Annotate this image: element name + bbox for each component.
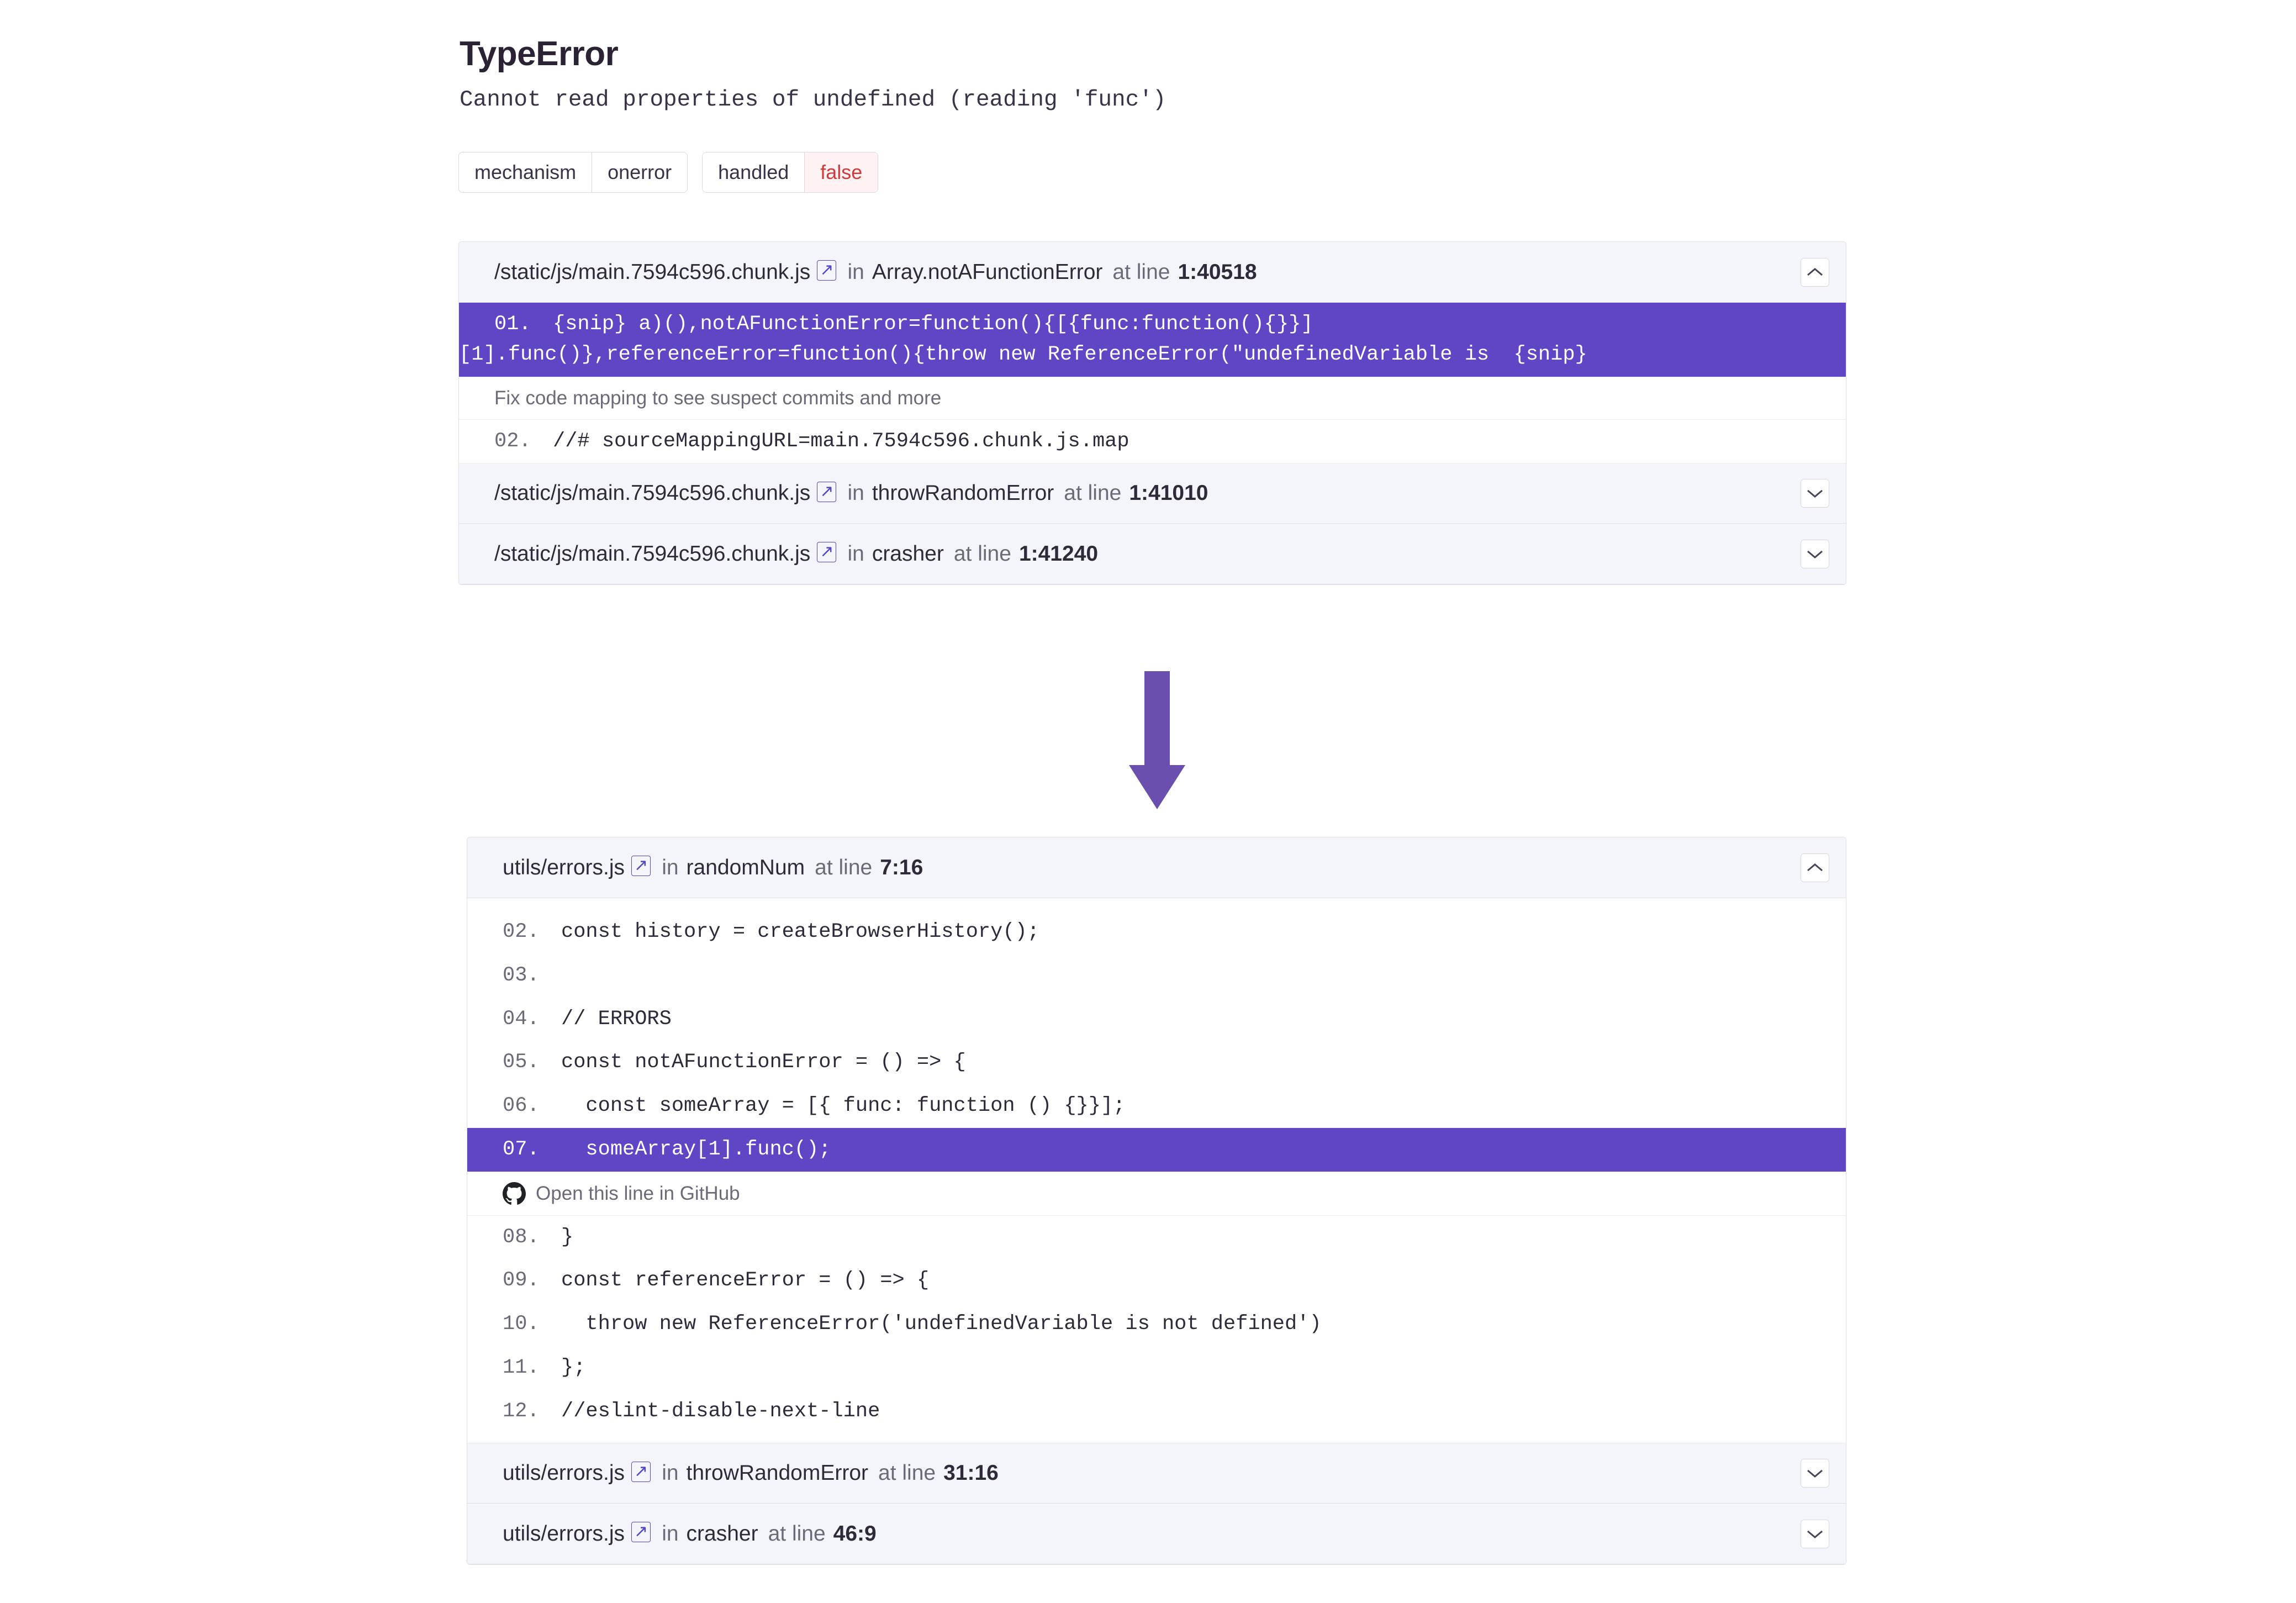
code-line-highlighted: [467, 1128, 1846, 1172]
code-line-text: };: [561, 1356, 586, 1379]
chevron-up-icon[interactable]: [1801, 258, 1829, 287]
code-line: [467, 1390, 1846, 1433]
chevron-up-icon[interactable]: [1801, 853, 1829, 882]
external-link-icon[interactable]: ↗: [631, 856, 651, 876]
frame-in-label: in: [847, 481, 864, 505]
frame-file: /static/js/main.7594c596.chunk.js: [494, 260, 811, 284]
code-line-number: 02.: [503, 920, 540, 943]
frame-atline-label: at line: [878, 1461, 936, 1485]
frame-file: utils/errors.js: [503, 1521, 625, 1546]
frame-atline-label: at line: [953, 541, 1011, 566]
github-icon: [503, 1182, 526, 1205]
frame-file: /static/js/main.7594c596.chunk.js: [494, 541, 811, 566]
down-arrow-icon: [1127, 671, 1187, 815]
code-line-number: 02.: [494, 429, 531, 453]
tag-handled-value: false: [804, 152, 878, 192]
code-line-highlighted: [459, 303, 1846, 340]
code-line-highlighted-cont: [459, 340, 1846, 377]
open-in-github-link[interactable]: [467, 1172, 1846, 1216]
code-line-text: const someArray = [{ func: function () {}}];: [561, 1094, 1126, 1117]
code-line-number: 12.: [503, 1399, 540, 1423]
code-line: [467, 954, 1846, 998]
code-line: [467, 1041, 1846, 1084]
code-line: [467, 1346, 1846, 1390]
frame-in-label: in: [847, 541, 864, 566]
code-line-text-cont: [1].func()},referenceError=function(){throw new ReferenceError("undefinedVariable is {snip}: [459, 342, 1587, 366]
chevron-down-icon[interactable]: [1801, 1520, 1829, 1548]
source-frame-header-randomnum[interactable]: [467, 837, 1846, 898]
code-line: [467, 998, 1846, 1041]
code-line-number: 04.: [503, 1007, 540, 1031]
source-frame-header-crasher[interactable]: [467, 1504, 1846, 1564]
frame-function: crasher: [872, 541, 944, 566]
chevron-down-icon[interactable]: [1801, 1459, 1829, 1488]
code-line-number: 08.: [503, 1225, 540, 1249]
code-line-text: throw new ReferenceError('undefinedVariable is not defined'): [561, 1312, 1322, 1336]
frame-line-number: 31:16: [943, 1461, 999, 1485]
page-title: TypeError: [460, 35, 619, 73]
code-line-text: {snip} a)(),notAFunctionError=function(){[{func:function(){}}]: [553, 313, 1313, 336]
stack-frame-header-crasher[interactable]: [459, 524, 1846, 584]
frame-in-label: in: [662, 1461, 679, 1485]
frame-file: /static/js/main.7594c596.chunk.js: [494, 481, 811, 505]
code-line-text: // ERRORS: [561, 1007, 672, 1031]
code-line: [467, 1084, 1846, 1128]
frame-in-label: in: [662, 1521, 679, 1546]
external-link-icon[interactable]: ↗: [817, 482, 836, 502]
tag-mechanism-value: onerror: [592, 152, 687, 192]
tag-mechanism[interactable]: [458, 152, 688, 193]
code-line-text: //# sourceMappingURL=main.7594c596.chunk.js.map: [553, 429, 1129, 453]
frame-file: utils/errors.js: [503, 1461, 625, 1485]
frame-atline-label: at line: [815, 855, 873, 879]
frame-function: Array.notAFunctionError: [872, 260, 1103, 284]
code-line-text: const referenceError = () => {: [561, 1269, 930, 1293]
frame-function: crasher: [686, 1521, 758, 1546]
code-line-number: 06.: [503, 1094, 540, 1117]
frame-in-label: in: [847, 260, 864, 284]
tag-handled[interactable]: [702, 152, 878, 193]
stack-frame-header-notafunctionerror[interactable]: [459, 242, 1846, 303]
frame-line-number: 46:9: [833, 1521, 877, 1546]
chevron-down-icon[interactable]: [1801, 479, 1829, 508]
code-line-text: someArray[1].func();: [561, 1137, 831, 1161]
tag-mechanism-key: mechanism: [459, 152, 592, 192]
frame-in-label: in: [662, 855, 679, 879]
code-line-number: 01.: [494, 313, 531, 336]
frame-atline-label: at line: [1064, 481, 1122, 505]
code-line-number: 07.: [503, 1137, 540, 1161]
code-line: [467, 910, 1846, 954]
tag-handled-key: handled: [703, 152, 804, 192]
error-message: Cannot read properties of undefined (reading 'func'): [460, 87, 1167, 113]
external-link-icon[interactable]: ↗: [631, 1462, 651, 1482]
code-line-number: 03.: [503, 963, 540, 987]
frame-function: randomNum: [686, 855, 805, 879]
frame-atline-label: at line: [768, 1521, 826, 1546]
external-link-icon[interactable]: ↗: [631, 1522, 651, 1542]
frame-function: throwRandomError: [872, 481, 1054, 505]
stack-frame-header-throwrandomerror[interactable]: [459, 463, 1846, 524]
source-stacktrace-group: [467, 837, 1846, 1565]
code-line-text: }: [561, 1225, 574, 1249]
code-line-sourcemap: [459, 420, 1846, 463]
frame-line-number: 1:40518: [1178, 260, 1257, 284]
code-line-text: //eslint-disable-next-line: [561, 1399, 880, 1423]
code-line-number: 11.: [503, 1356, 540, 1379]
tag-list: [458, 152, 878, 193]
frame-file: utils/errors.js: [503, 855, 625, 879]
code-line: [467, 1303, 1846, 1346]
code-line-number: 10.: [503, 1312, 540, 1336]
open-in-github-label: Open this line in GitHub: [536, 1182, 740, 1204]
frame-line-number: 1:41240: [1018, 541, 1099, 566]
code-line-text: const notAFunctionError = () => {: [561, 1051, 966, 1074]
frame-function: throwRandomError: [686, 1461, 868, 1485]
external-link-icon[interactable]: ↗: [817, 260, 836, 281]
code-line: [467, 1216, 1846, 1259]
frame-atline-label: at line: [1112, 260, 1170, 284]
fix-code-mapping-note[interactable]: [459, 377, 1846, 420]
frame-line-number: 1:41010: [1129, 481, 1208, 505]
minified-stacktrace-group: [458, 241, 1846, 585]
code-line-number: 09.: [503, 1269, 540, 1293]
code-line: [467, 1259, 1846, 1303]
chevron-down-icon[interactable]: [1801, 540, 1829, 568]
external-link-icon[interactable]: ↗: [817, 542, 836, 562]
code-line-text: const history = createBrowserHistory();: [561, 920, 1039, 943]
frame-line-number: 7:16: [880, 855, 923, 879]
fix-code-mapping-label: Fix code mapping to see suspect commits and more: [494, 387, 942, 409]
code-line-number: 05.: [503, 1051, 540, 1074]
source-frame-header-throwrandomerror[interactable]: [467, 1443, 1846, 1504]
